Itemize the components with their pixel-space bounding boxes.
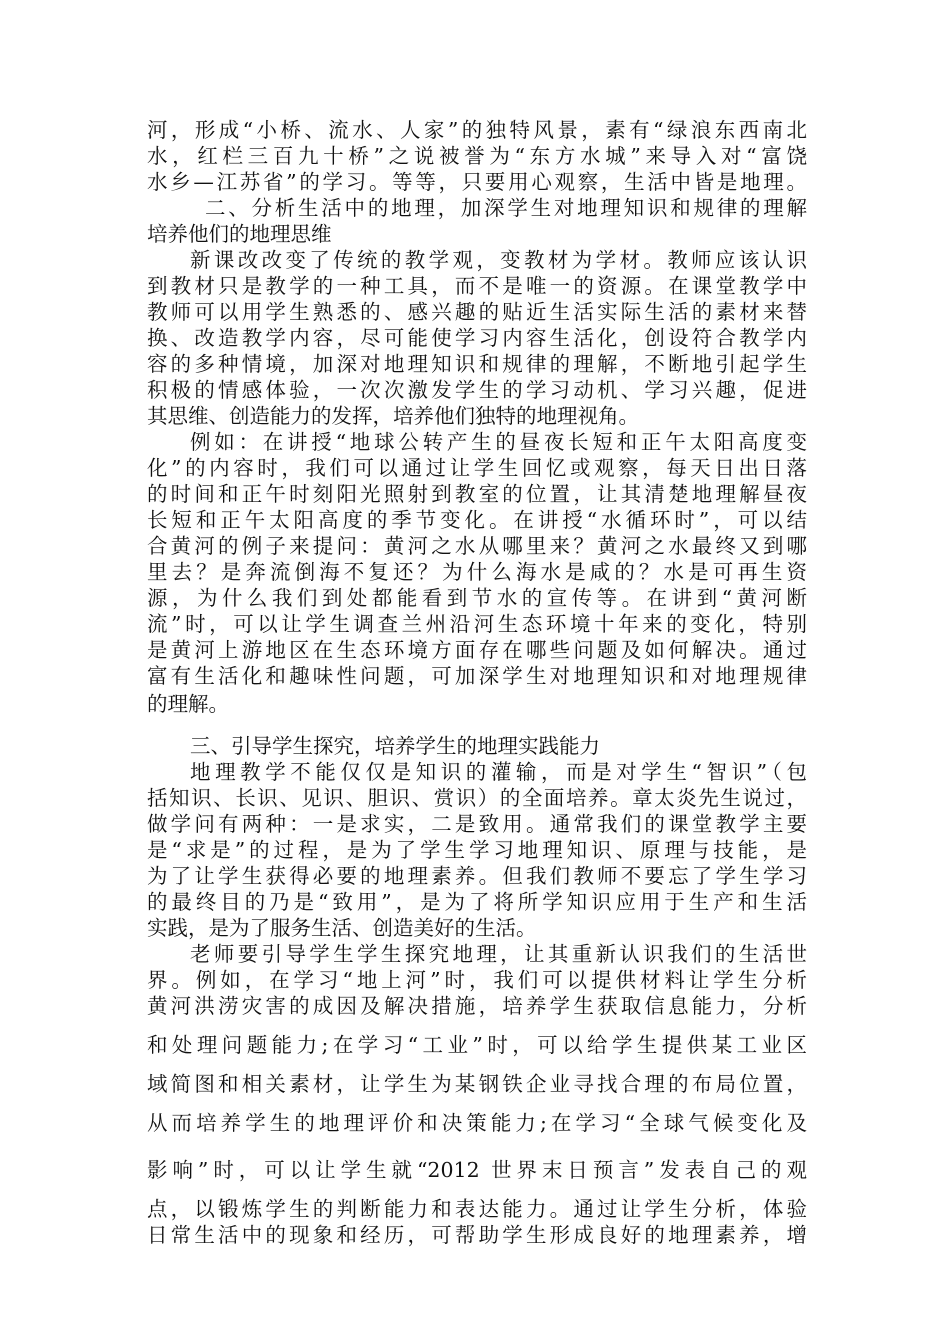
text-line: 化”的内容时，我们可以通过让学生回忆或观察，每天日出日落 [147, 456, 807, 480]
text-line: 为了让学生获得必要的地理素养。但我们教师不要忘了学生学习 [147, 864, 807, 888]
text-line: 做学问有两种：一是求实，二是致用。通常我们的课堂教学主要 [147, 812, 807, 836]
text-line: 例如：在讲授“地球公转产生的昼夜长短和正午太阳高度变 [190, 430, 807, 454]
section-heading: 二、分析生活中的地理，加深学生对地理知识和规律的理解 [205, 196, 807, 220]
text-line: 水乡—江苏省”的学习。等等，只要用心观察，生活中皆是地理。 [147, 170, 807, 194]
text-line: 教师可以用学生熟悉的、感兴趣的贴近生活实际生活的素材来替 [147, 300, 807, 324]
text-line: 影响”时，可以让学生就“2012 世界末日预言”发表自己的观 [147, 1158, 807, 1182]
text-line: 长短和正午太阳高度的季节变化。在讲授“水循环时”，可以结 [147, 508, 807, 532]
text-line: 积极的情感体验，一次次激发学生的学习动机、学习兴趣，促进 [147, 378, 807, 402]
text-line: 从而培养学生的地理评价和决策能力;在学习“全球气候变化及 [147, 1111, 807, 1135]
text-line: 括知识、长识、见识、胆识、赏识）的全面培养。章太炎先生说过， [147, 786, 807, 810]
text-line: 容的多种情境，加深对地理知识和规律的理解，不断地引起学生 [147, 352, 807, 376]
text-line: 老师要引导学生学生探究地理，让其重新认识我们的生活世 [190, 942, 807, 966]
text-line: 实践，是为了服务生活、创造美好的生活。 [147, 916, 537, 940]
text-line: 的时间和正午时刻阳光照射到教室的位置，让其清楚地理解昼夜 [147, 482, 807, 506]
text-line: 富有生活化和趣味性问题，可加深学生对地理知识和对地理规律 [147, 664, 807, 688]
text-line: 水，红栏三百九十桥”之说被誉为“东方水城”来导入对“富饶 [147, 144, 807, 168]
text-line: 流”时，可以让学生调查兰州沿河生态环境十年来的变化，特别 [147, 612, 807, 636]
text-line: 是黄河上游地区在生态环境方面存在哪些问题及如何解决。通过 [147, 638, 807, 662]
text-line: 其思维、创造能力的发挥，培养他们独特的地理视角。 [147, 404, 639, 428]
text-line: 里去？是奔流倒海不复还？为什么海水是咸的？水是可再生资 [147, 560, 807, 584]
text-line: 黄河洪涝灾害的成因及解决措施，培养学生获取信息能力，分析 [147, 994, 807, 1018]
text-line: 换、改造教学内容，尽可能使学习内容生活化，创设符合教学内 [147, 326, 807, 350]
text-line: 域简图和相关素材，让学生为某钢铁企业寻找合理的布局位置， [147, 1072, 807, 1096]
text-line: 点，以锻炼学生的判断能力和表达能力。通过让学生分析，体验 [147, 1197, 807, 1221]
text-line: 到教材只是教学的一种工具，而不是唯一的资源。在课堂教学中 [147, 274, 807, 298]
text-line: 界。例如，在学习“地上河”时，我们可以提供材料让学生分析 [147, 968, 807, 992]
text-line: 新课改改变了传统的教学观，变教材为学材。教师应该认识 [190, 248, 807, 272]
text-line: 是“求是”的过程，是为了学生学习地理知识、原理与技能，是 [147, 838, 807, 862]
text-line: 河，形成“小桥、流水、人家”的独特风景，素有“绿浪东西南北 [147, 118, 807, 142]
section-heading: 培养他们的地理思维 [147, 222, 332, 246]
section-heading: 三、引导学生探究，培养学生的地理实践能力 [190, 734, 600, 758]
text-line: 日常生活中的现象和经历，可帮助学生形成良好的地理素养，增 [147, 1223, 807, 1247]
text-line: 和处理问题能力;在学习“工业”时，可以给学生提供某工业区 [147, 1033, 807, 1057]
text-line: 源，为什么我们到处都能看到节水的宣传等。在讲到“黄河断 [147, 586, 807, 610]
text-line: 的最终目的乃是“致用”，是为了将所学知识应用于生产和生活 [147, 890, 807, 914]
text-line: 合黄河的例子来提问：黄河之水从哪里来？黄河之水最终又到哪 [147, 534, 807, 558]
text-line: 地理教学不能仅仅是知识的灌输，而是对学生“智识”（包 [190, 760, 807, 784]
text-line: 的理解。 [147, 692, 229, 716]
